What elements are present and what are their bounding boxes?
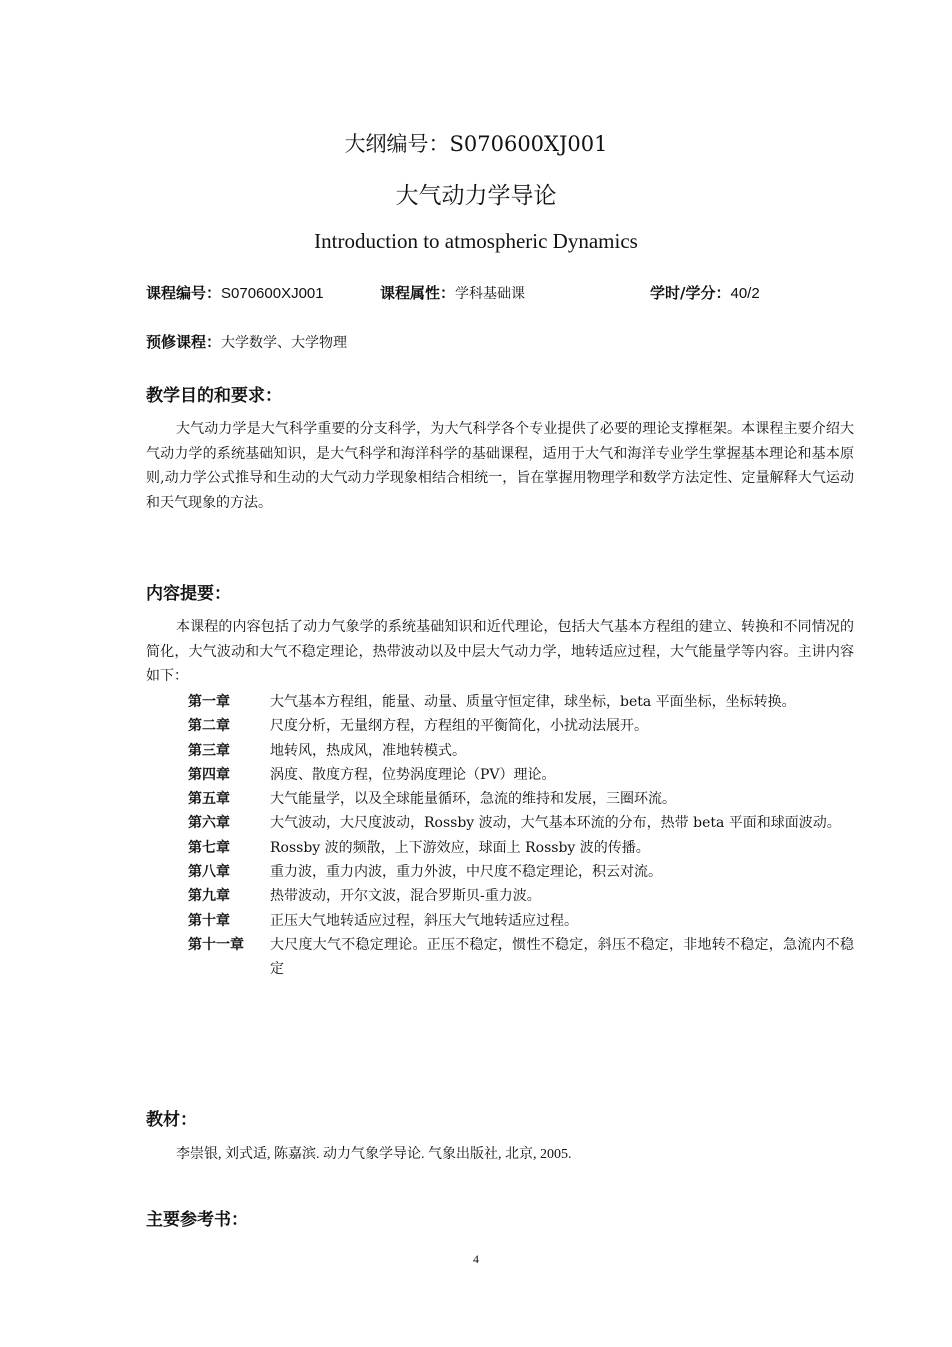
chapter-number: 第七章 [188,839,230,856]
chapter-description: 大气基本方程组，能量、动量、质量守恒定律，球坐标，beta 平面坐标，坐标转换。 [270,694,796,710]
hours-value: 40/2 [730,285,760,302]
chapter-description: 大尺度大气不稳定理论。正压不稳定，惯性不稳定，斜压不稳定，非地转不稳定，急流内不稳定 [270,936,854,978]
prereq-value: 大学数学、大学物理 [221,335,348,351]
chapter-number: 第三章 [188,742,230,759]
chapter-list [188,690,854,982]
chapter-number: 第一章 [188,694,230,710]
chapter-item [188,860,854,884]
chapter-item [188,811,854,835]
outline-number: 大纲编号：S070600XJ001 [344,132,608,156]
chapter-description: 大气能量学，以及全球能量循环，急流的维持和发展，三圈环流。 [270,791,676,808]
chapter-number: 第四章 [188,766,230,783]
chapter-description: 大气波动，大尺度波动，Rossby 波动，大气基本环流的分布，热带 beta 平面和球面波动。 [270,815,841,832]
chapter-item [188,909,854,933]
textbook-citation: 李崇银, 刘式适, 陈嘉滨. 动力气象学导论. 气象出版社, 北京, 2005. [176,1147,572,1162]
chapter-description: 地转风，热成风，准地转模式。 [270,742,466,759]
content-heading: 内容提要： [146,584,231,604]
hours-label: 学时/学分： [650,284,731,302]
course-type-label: 课程属性： [380,284,456,302]
objectives-paragraph: 大气动力学是大气科学重要的分支科学，为大气科学各个专业提供了必要的理论支撑框架。本课程主要介绍大气动力学的系统基础知识，是大气科学和海洋科学的基础课程，适用于大气和海洋专业学生掌握基本理论和基本原则,动力学公式推导和生动的大气动力学现象相结合相统一，旨在掌握用物理学和数学方法定性、定量解释大气运动和天气现象的方法。 [146,421,854,511]
course-code-row [146,282,324,303]
chapter-description: Rossby 波的频散，上下游效应，球面上 Rossby 波的传播。 [270,839,650,856]
chapter-item [188,690,854,714]
chapter-number: 第九章 [188,888,230,905]
chapter-number: 第十一章 [188,936,244,953]
chapter-description: 正压大气地转适应过程，斜压大气地转适应过程。 [270,912,578,929]
course-title-cn: 大气动力学导论 [395,183,557,209]
course-code-value: S070600XJ001 [221,285,324,302]
chapter-item [188,739,854,763]
course-type-row [380,282,525,303]
hours-row [650,282,760,303]
chapter-item [188,884,854,908]
chapter-item [188,763,854,787]
course-title-en: Introduction to atmospheric Dynamics [314,229,638,253]
chapter-item [188,787,854,811]
textbook-heading: 教材： [146,1110,197,1130]
course-type-value: 学科基础课 [455,286,526,302]
objectives-heading: 教学目的和要求： [146,386,282,406]
chapter-number: 第六章 [188,815,230,832]
chapter-description: 重力波，重力内波，重力外波，中尺度不稳定理论，积云对流。 [270,864,662,881]
chapter-number: 第八章 [188,864,230,881]
chapter-description: 涡度、散度方程，位势涡度理论（PV）理论。 [270,766,556,783]
chapter-number: 第五章 [188,791,230,808]
page-number: 4 [473,1252,479,1266]
prereq-row [146,331,347,352]
references-heading: 主要参考书： [146,1210,248,1230]
chapter-number: 第二章 [188,718,230,735]
chapter-item [188,933,854,982]
prereq-label: 预修课程： [146,333,222,351]
chapter-number: 第十章 [188,912,230,929]
course-code-label: 课程编号： [146,284,222,302]
chapter-description: 热带波动，开尔文波，混合罗斯贝-重力波。 [270,888,541,905]
chapter-item [188,836,854,860]
content-intro-paragraph: 本课程的内容包括了动力气象学的系统基础知识和近代理论，包括大气基本方程组的建立、转换和不同情况的简化，大气波动和大气不稳定理论，热带波动以及中层大气动力学，地转适应过程，大气能量学等内容。主讲内容如下： [146,619,854,684]
chapter-description: 尺度分析，无量纲方程，方程组的平衡简化，小扰动法展开。 [270,718,648,735]
chapter-item [188,714,854,738]
